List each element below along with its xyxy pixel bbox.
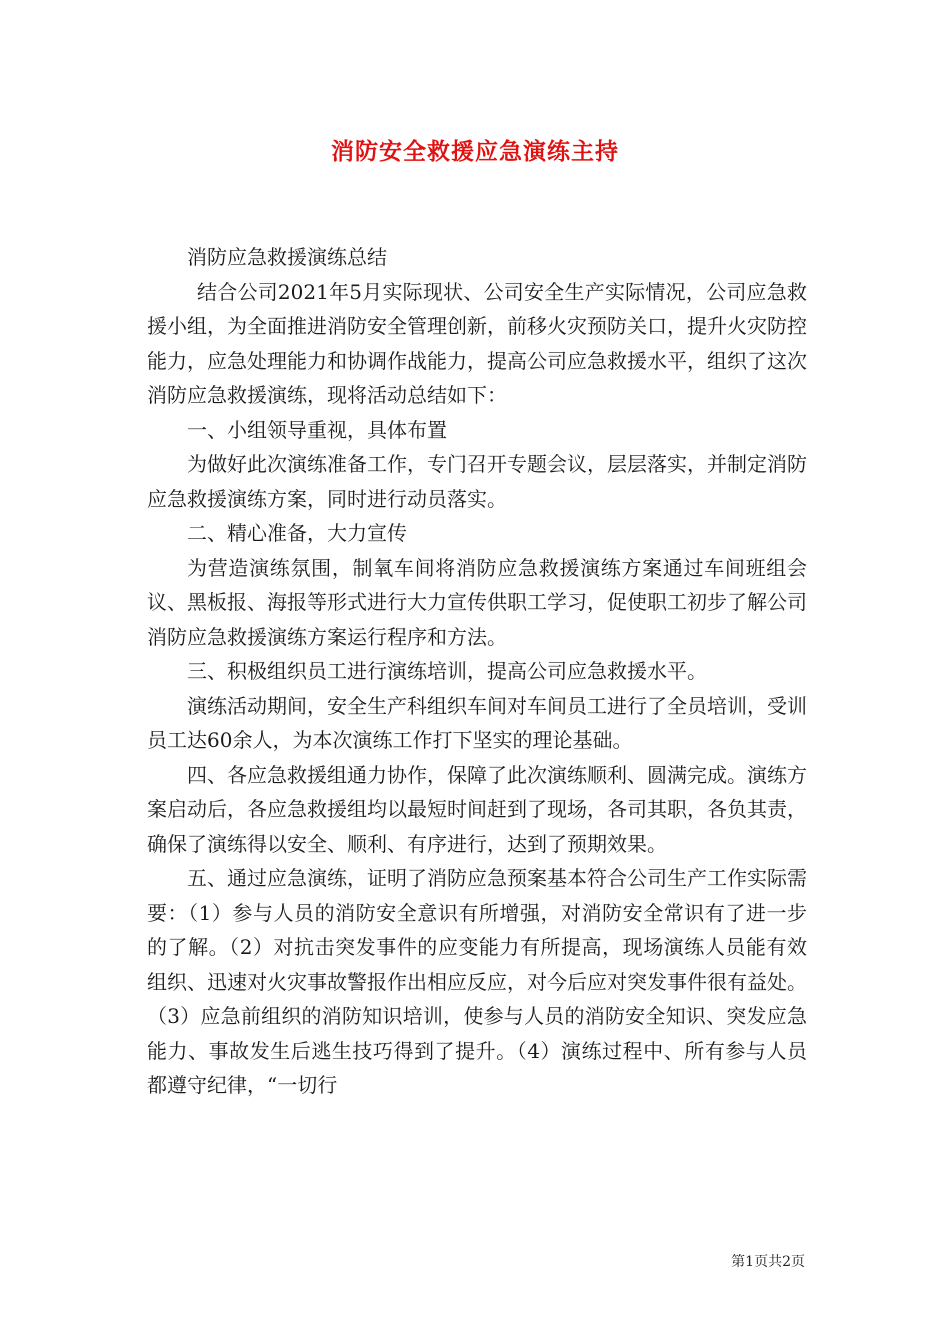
paragraph: 为做好此次演练准备工作，专门召开专题会议，层层落实，并制定消防应急救援演练方案，同时进行动员落实。	[147, 452, 807, 511]
paragraph: 演练活动期间，安全生产科组织车间对车间员工进行了全员培训，受训员工达60余人，为本次演练工作打下坚实的理论基础。	[147, 693, 807, 752]
section-heading: 二、精心准备，大力宣传	[187, 521, 407, 545]
page-title: 消防安全救援应急演练主持	[331, 139, 619, 165]
paragraph: 为营造演练氛围，制氧车间将消防应急救援演练方案通过车间班组会议、黑板报、海报等形式进行大力宣传供职工学习，促使职工初步了解公司消防应急救援演练方案运行程序和方法。	[147, 555, 807, 649]
page-number: 第1页共2页	[731, 1254, 805, 1270]
document-body	[147, 240, 807, 1103]
paragraph: 消防应急救援演练总结	[187, 245, 387, 269]
paragraph: 五、通过应急演练，证明了消防应急预案基本符合公司生产工作实际需要：（1）参与人员的消防安全意识有所增强，对消防安全常识有了进一步的了解。（2）对抗击突发事件的应变能力有所提高，现场演练人员能有效组织、迅速对火灾事故警报作出相应反应，对今后应对突发事件很有益处。（3）应急前组织的消防知识培训，使参与人员的消防安全知识、突发应急能力、事故发生后逃生技巧得到了提升。（4）演练过程中、所有参与人员都遵守纪律，“一切行	[147, 866, 807, 1097]
section-heading: 三、积极组织员工进行演练培训，提高公司应急救援水平。	[187, 659, 707, 683]
section-heading: 四、各应急救援组通力协作，保障了此次演练顺利、圆满完成。演练方案启动后，各应急救援组均以最短时间赶到了现场，各司其职，各负其责，确保了演练得以安全、顺利、有序进行，达到了预期效果。	[147, 762, 807, 856]
section-heading: 一、小组领导重视，具体布置	[187, 417, 447, 442]
paragraph: 结合公司2021年5月实际现状、公司安全生产实际情况，公司应急救援小组，为全面推进消防安全管理创新，前移火灾预防关口，提升火灾防控能力，应急处理能力和协调作战能力，提高公司应急救援水平，组织了这次消防应急救援演练，现将活动总结如下：	[147, 279, 807, 407]
